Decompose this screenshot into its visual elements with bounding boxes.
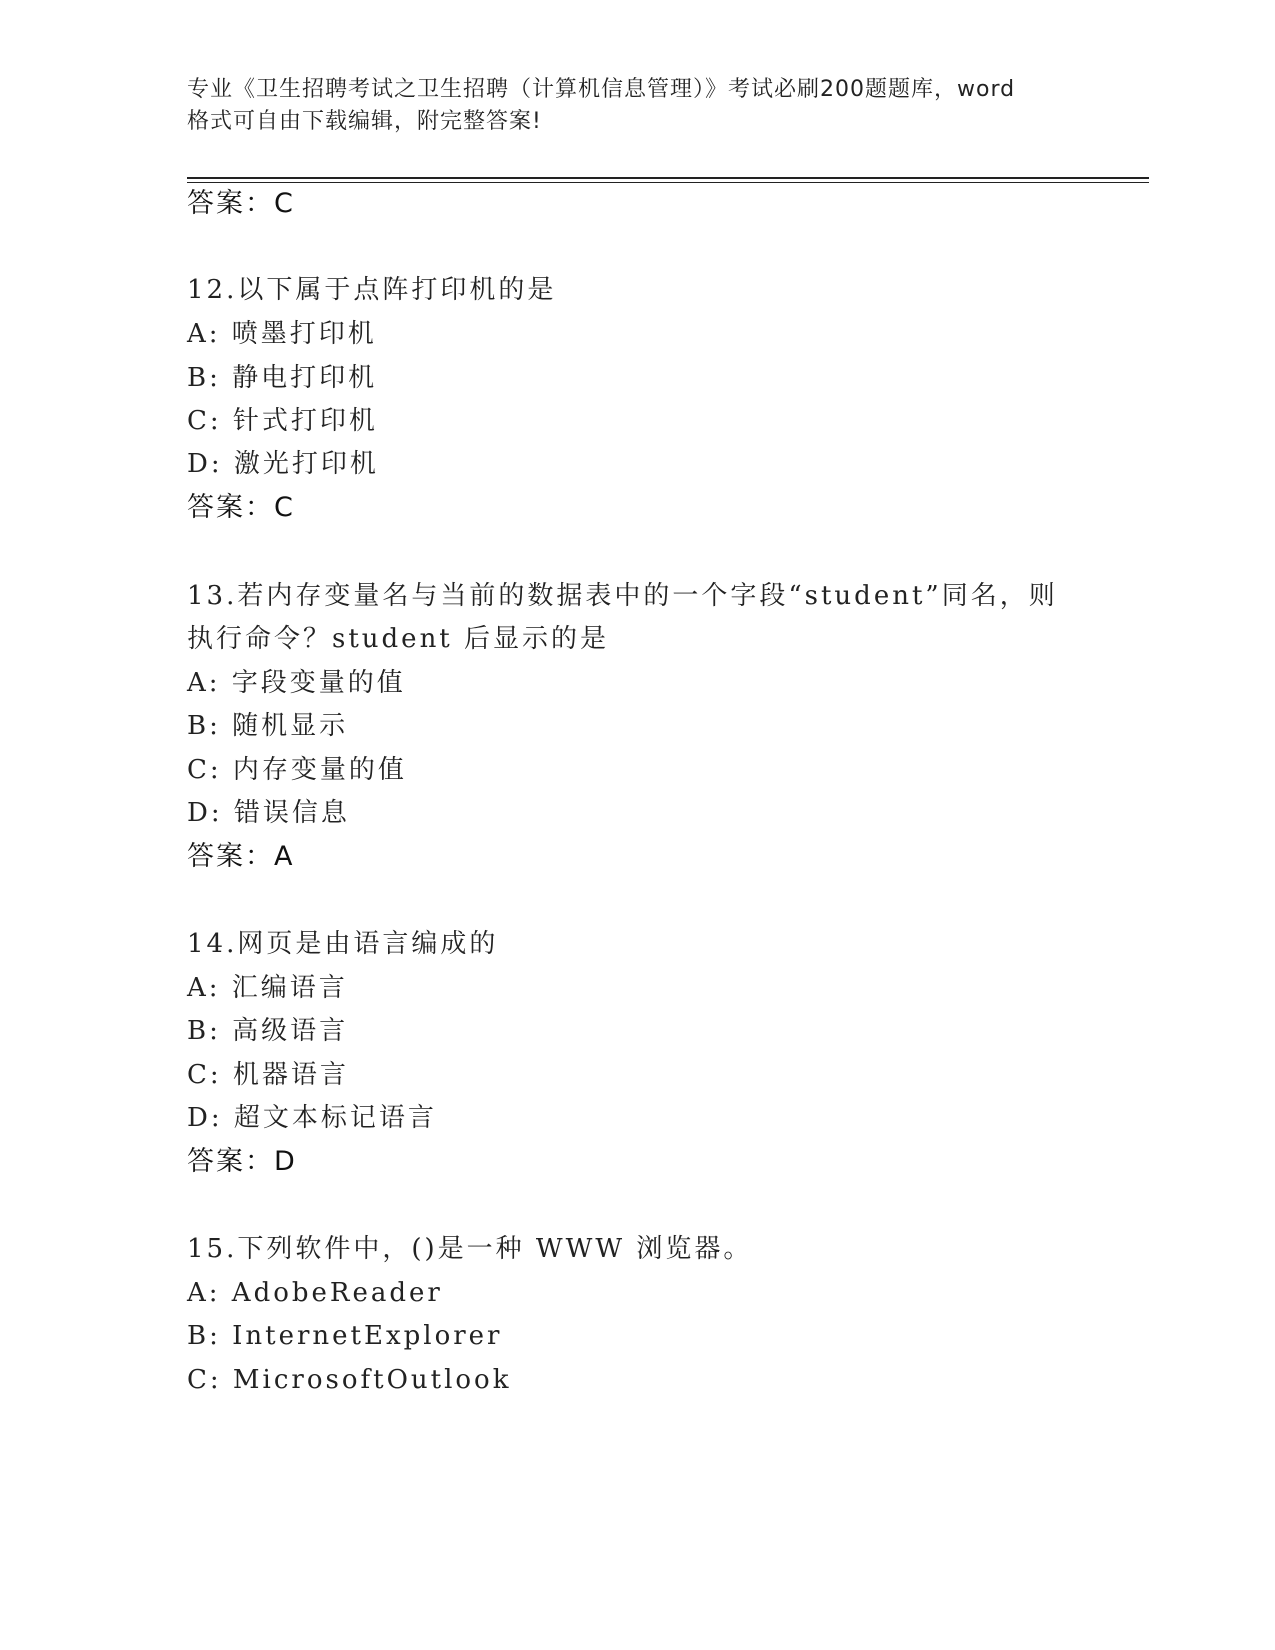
answer-13: 答案：A — [187, 841, 295, 872]
header-line-1: 专业《卫生招聘考试之卫生招聘（计算机信息管理）》考试必刷200题题库，word — [187, 77, 1016, 102]
q12-option-a: A: 喷墨打印机 — [187, 319, 377, 349]
question-15: 15.下列软件中，()是一种 WWW 浏览器。 — [187, 1234, 753, 1264]
answer-11: 答案：C — [187, 188, 295, 219]
q12-option-d: D: 激光打印机 — [187, 449, 379, 479]
q15-option-b: B: InternetExplorer — [187, 1321, 503, 1351]
q13-option-b: B: 随机显示 — [187, 711, 349, 741]
question-12: 12.以下属于点阵打印机的是 — [187, 275, 557, 305]
answer-12: 答案：C — [187, 492, 295, 523]
document-header — [187, 74, 1087, 138]
q15-option-c: C: MicrosoftOutlook — [187, 1365, 512, 1395]
q13-option-c: C: 内存变量的值 — [187, 755, 407, 785]
question-13-line-2: 执行命令？student 后显示的是 — [187, 624, 610, 654]
q12-option-c: C: 针式打印机 — [187, 406, 378, 436]
header-divider-thin — [187, 182, 1149, 183]
answer-14: 答案：D — [187, 1146, 297, 1177]
q14-option-b: B: 高级语言 — [187, 1016, 349, 1046]
q14-option-c: C: 机器语言 — [187, 1060, 349, 1090]
q13-option-a: A: 字段变量的值 — [187, 668, 406, 698]
q13-option-d: D: 错误信息 — [187, 798, 350, 828]
q15-option-a: A: AdobeReader — [187, 1278, 443, 1308]
q14-option-a: A: 汇编语言 — [187, 973, 348, 1003]
header-line-2: 格式可自由下载编辑，附完整答案! — [187, 109, 542, 134]
question-13-line-1: 13.若内存变量名与当前的数据表中的一个字段“student”同名，则 — [187, 581, 1058, 611]
question-14: 14.网页是由语言编成的 — [187, 929, 499, 959]
header-divider-thick — [187, 177, 1149, 179]
q14-option-d: D: 超文本标记语言 — [187, 1103, 437, 1133]
q12-option-b: B: 静电打印机 — [187, 363, 378, 393]
